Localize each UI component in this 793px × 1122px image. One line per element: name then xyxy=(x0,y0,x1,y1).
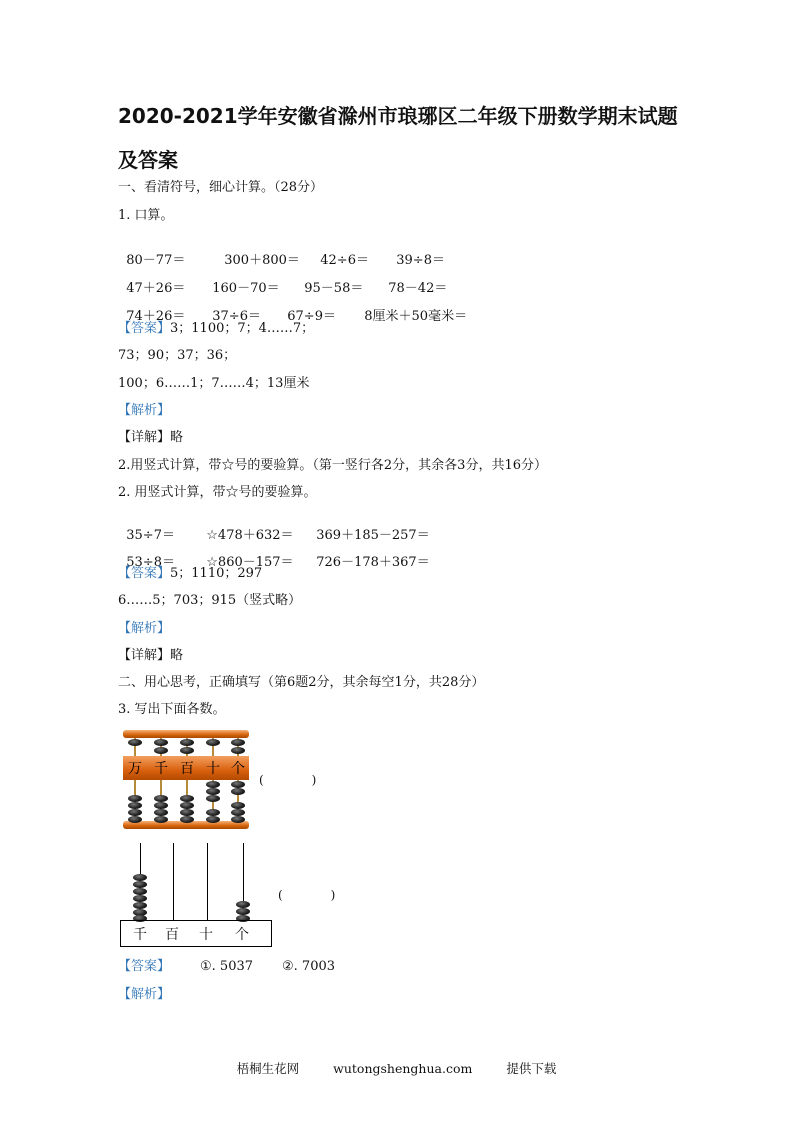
question-1-label: 1. 口算。 xyxy=(118,208,174,223)
abacus-bead xyxy=(231,747,245,754)
abacus-bead xyxy=(128,809,142,816)
detail-line xyxy=(118,430,183,446)
abacus-bead xyxy=(236,908,250,915)
abacus-bead xyxy=(154,739,168,746)
abacus-bead xyxy=(180,739,194,746)
abacus-bead xyxy=(154,747,168,754)
section-1-heading: 一、看清符号，细心计算。（28分） xyxy=(118,180,324,195)
q3-answer-line xyxy=(118,959,335,975)
abacus-label-wan: 万 xyxy=(128,761,142,777)
detail-line xyxy=(118,648,183,664)
question-2-label: 2. 用竖式计算，带☆号的要验算。 xyxy=(118,485,317,500)
q1-item: 37÷6＝ xyxy=(212,309,261,324)
q3-answer-1: ①. 5037 xyxy=(200,959,254,974)
q1-item: 8厘米＋50毫米＝ xyxy=(364,309,468,324)
counting-rod xyxy=(173,843,174,921)
abacus-bead xyxy=(128,795,142,802)
q2-answer-line-1 xyxy=(118,566,262,582)
place-label-bai: 百 xyxy=(165,927,179,943)
q1-item: 42÷6＝ xyxy=(320,253,369,268)
q2-item: ☆860－157＝ xyxy=(206,555,294,570)
abacus-bead xyxy=(206,816,220,823)
abacus-bead xyxy=(231,816,245,823)
detail-tag: 【详解】 xyxy=(118,430,171,445)
abacus-bead xyxy=(206,739,220,746)
footer-site-name: 梧桐生花网 xyxy=(236,1061,300,1076)
q1-item: 67÷9＝ xyxy=(287,309,336,324)
q1-item: 74＋26＝ xyxy=(126,309,186,324)
answer-tag: 【答案】 xyxy=(118,566,171,581)
abacus-bead xyxy=(133,881,147,888)
abacus-bead xyxy=(180,802,194,809)
abacus-figure-1 xyxy=(120,728,252,832)
abacus-bead xyxy=(231,788,245,795)
abacus-top-rail xyxy=(123,730,249,738)
answer-tag: 【答案】 xyxy=(118,959,171,974)
detail-tag: 【详解】 xyxy=(118,648,171,663)
abacus-bead xyxy=(128,816,142,823)
q2-item: 35÷7＝ xyxy=(126,528,175,543)
page-title: 2020-2021学年安徽省滁州市琅琊区二年级下册数学期末试题及答案 xyxy=(118,104,678,172)
q2-item: 369＋185－257＝ xyxy=(316,528,430,543)
abacus-label-shi: 十 xyxy=(206,761,220,777)
q1-item: 80－77＝ xyxy=(126,253,186,268)
footer-download-note: 提供下载 xyxy=(506,1061,557,1076)
section-2-heading: 二、用心思考，正确填写（第6题2分，其余每空1分，共28分） xyxy=(118,675,485,690)
abacus-bead xyxy=(154,809,168,816)
abacus-bead xyxy=(154,795,168,802)
abacus-bead xyxy=(133,895,147,902)
q1-item: 160－70＝ xyxy=(212,281,280,296)
counting-rod xyxy=(207,843,208,921)
abacus-bead xyxy=(128,739,142,746)
abacus-bead xyxy=(180,795,194,802)
abacus-bead xyxy=(236,901,250,908)
q2-item: 53÷8＝ xyxy=(126,555,175,570)
abacus-bead xyxy=(133,888,147,895)
q1-item: 39÷8＝ xyxy=(396,253,445,268)
abacus-bead xyxy=(154,816,168,823)
place-label-ge: 个 xyxy=(235,927,249,943)
detail-text: 略 xyxy=(170,430,184,445)
q1-answer: 3；1100；7；4……7； xyxy=(170,321,315,336)
abacus-bead xyxy=(206,781,220,788)
q3-answer-2: ②. 7003 xyxy=(282,959,336,974)
abacus-label-ge: 个 xyxy=(231,761,245,777)
abacus-bead xyxy=(231,809,245,816)
abacus-bead xyxy=(133,902,147,909)
analysis-tag: 【解析】 xyxy=(118,403,171,418)
abacus-label-bai: 百 xyxy=(180,761,194,777)
q1-item: 78－42＝ xyxy=(388,281,448,296)
question-3-label: 3. 写出下面各数。 xyxy=(118,702,226,717)
q2-answer: 5；1110；297 xyxy=(170,566,263,581)
q1-answer-line-1 xyxy=(118,321,314,337)
q1-item: 95－58＝ xyxy=(304,281,364,296)
abacus-bead xyxy=(128,802,142,809)
answer-tag: 【答案】 xyxy=(118,321,171,336)
abacus-bead xyxy=(231,802,245,809)
q1-answer-line-3: 100；6……1；7……4；13厘米 xyxy=(118,376,310,391)
abacus-bead xyxy=(206,809,220,816)
abacus-bead xyxy=(231,781,245,788)
answer-blank-2[interactable]: ( ) xyxy=(278,888,336,902)
q2-item: 726－178＋367＝ xyxy=(316,555,430,570)
place-label-shi: 十 xyxy=(199,927,213,943)
q2-answer-line-2: 6……5；703；915（竖式略） xyxy=(118,593,302,608)
analysis-tag: 【解析】 xyxy=(118,987,171,1002)
q1-item: 47＋26＝ xyxy=(126,281,186,296)
detail-text: 略 xyxy=(170,648,184,663)
footer-site-url[interactable]: wutongshenghua.com xyxy=(333,1061,473,1076)
analysis-tag: 【解析】 xyxy=(118,621,171,636)
page-footer xyxy=(0,1059,793,1077)
abacus-bead xyxy=(133,874,147,881)
abacus-bead xyxy=(206,788,220,795)
abacus-label-qian: 千 xyxy=(154,761,168,777)
q2-item: ☆478＋632＝ xyxy=(206,528,294,543)
q1-item: 300＋800＝ xyxy=(224,253,300,268)
question-2-heading: 2.用竖式计算，带☆号的要验算。（第一竖行各2分，其余各3分，共16分） xyxy=(118,458,547,473)
place-label-qian: 千 xyxy=(133,927,147,943)
abacus-bead xyxy=(180,816,194,823)
abacus-bead xyxy=(180,809,194,816)
abacus-bead xyxy=(231,739,245,746)
answer-blank-1[interactable]: ( ) xyxy=(259,773,317,787)
abacus-bead xyxy=(180,747,194,754)
abacus-bead xyxy=(154,802,168,809)
abacus-figure-2 xyxy=(120,843,280,947)
q1-answer-line-2: 73；90；37；36； xyxy=(118,348,237,363)
abacus-bead xyxy=(206,795,220,802)
